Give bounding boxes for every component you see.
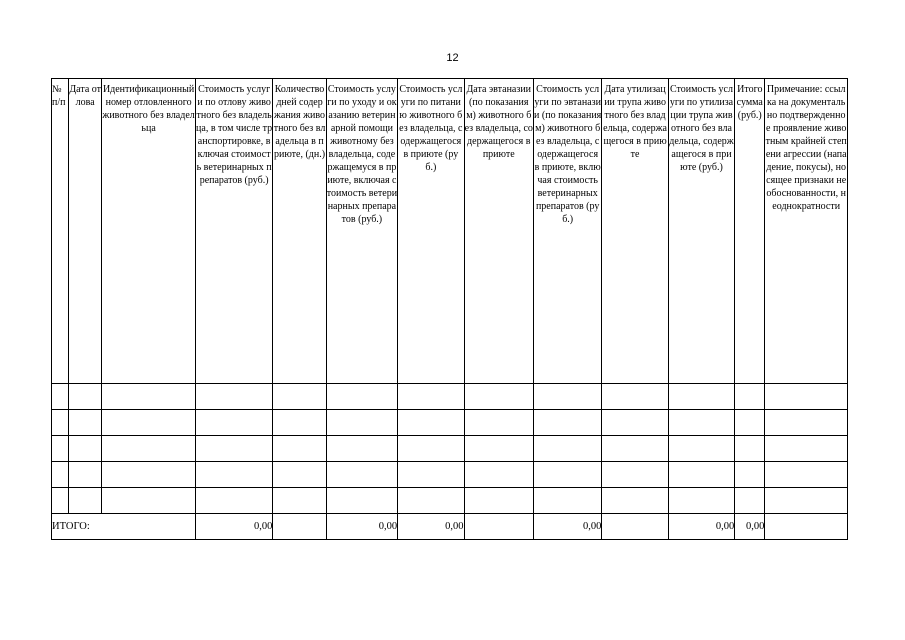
header-animal-id: Идентификационный номер отловленного животного без владельца <box>102 79 196 384</box>
header-row <box>52 79 848 384</box>
table-row <box>52 410 848 436</box>
header-catch-date: Дата отлова <box>69 79 102 384</box>
header-number: № п/п <box>52 79 69 384</box>
report-table <box>51 78 848 540</box>
header-care-cost: Стоимость услуги по уходу и оказанию ветеринарной помощи животному без владельца, содержащемуся в приюте, включая стоимость ветеринарных препаратов (руб.) <box>326 79 397 384</box>
total-disposal-cost: 0,00 <box>668 514 734 540</box>
header-total-sum: Итого сумма (руб.) <box>735 79 765 384</box>
header-days-in-shelter: Количество дней содержания животного без владельца в приюте, (дн.) <box>273 79 326 384</box>
total-food-cost: 0,00 <box>398 514 464 540</box>
table-row <box>52 436 848 462</box>
table-row <box>52 384 848 410</box>
table-row <box>52 488 848 514</box>
total-care-cost: 0,00 <box>326 514 397 540</box>
header-euthanasia-date: Дата эвтаназии (по показаниям) животного без владельца, содержащегося в приюте <box>464 79 533 384</box>
header-food-cost: Стоимость услуги по питанию животного без владельца, содержащегося в приюте (руб.) <box>398 79 464 384</box>
page-number: 12 <box>446 52 459 64</box>
header-catch-cost: Стоимость услуги по отлову животного без владельца, в том числе транспортировке, включая стоимость ветеринарных препаратов (руб.) <box>195 79 272 384</box>
header-note: Примечание: ссылка на документально подтвержденное проявление животным крайней степени агрессии (нападение, покусы), носящее признаки необоснованности, неоднократности <box>765 79 848 384</box>
total-label: ИТОГО: <box>52 514 196 540</box>
total-catch-cost: 0,00 <box>195 514 272 540</box>
total-euthanasia-cost: 0,00 <box>533 514 601 540</box>
table-row <box>52 462 848 488</box>
header-euthanasia-cost: Стоимость услуги по эвтаназии (по показаниям) животного без владельца, содержащегося в приюте, включая стоимость ветеринарных препаратов (руб.) <box>533 79 601 384</box>
header-disposal-cost: Стоимость услуги по утилизации трупа животного без владельца, содержащегося в приюте (руб.) <box>668 79 734 384</box>
total-row <box>52 514 848 540</box>
header-disposal-date: Дата утилизации трупа животного без владельца, содержащегося в приюте <box>602 79 668 384</box>
total-sum: 0,00 <box>735 514 765 540</box>
